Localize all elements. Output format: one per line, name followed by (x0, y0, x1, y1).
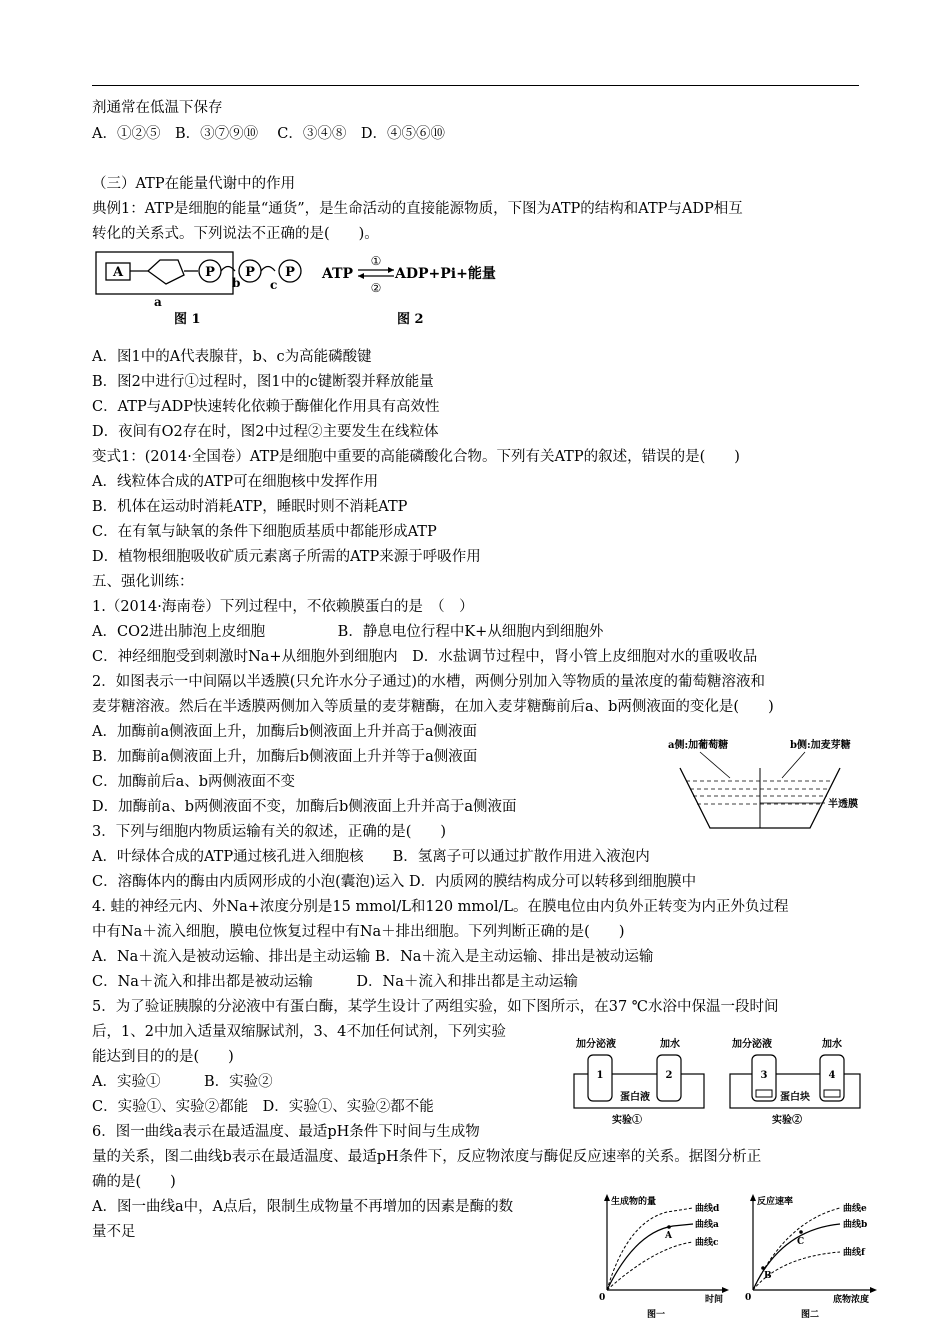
question-text: 典例1：ATP是细胞的能量“通货”，是生命活动的直接能源物质，下图为ATP的结构和ATP与ADP相互 (92, 201, 743, 217)
point-c-label: C (797, 1237, 805, 1247)
g1-ylabel: 生成物的量 (611, 1197, 657, 1207)
g2-xlabel: 底物浓度 (833, 1295, 870, 1305)
atp-label: ATP (322, 266, 354, 282)
curve-d-label: 曲线d (695, 1204, 720, 1214)
option-b: B．加酶前a侧液面上升，加酶后b侧液面上升并等于a侧液面 (92, 749, 478, 765)
step1-label: ① (370, 254, 382, 268)
option-ab: A．Na＋流入是被动运输、排出是主动运输 B．Na＋流入是主动运输、排出是被动运输 (92, 949, 654, 965)
question-text: 5．为了验证胰腺的分泌液中有蛋白酶，某学生设计了两组实验，如下图所示，在37 ℃水浴中保温一段时间 (92, 999, 779, 1015)
secretion-label-2: 加分泌液 (732, 1039, 772, 1050)
curve-f-label: 曲线f (843, 1248, 865, 1258)
option-ab: A．叶绿体合成的ATP通过核孔进入细胞核 B．氢离子可以通过扩散作用进入液泡内 (92, 849, 650, 865)
option-ab: A．实验① B．实验② (92, 1074, 273, 1090)
point-b-label: B (764, 1271, 772, 1281)
point-a-marker (667, 1225, 671, 1229)
option-a: A．图1中的A代表腺苷，b、c为高能磷酸键 (92, 349, 372, 365)
answer-options: A．①②⑤ B．③⑦⑨⑩ C．③④⑧ D．④⑤⑥⑩ (92, 126, 445, 142)
membrane-label: 半透膜 (828, 799, 858, 810)
secretion-label-1: 加分泌液 (576, 1039, 616, 1050)
option-c: C．加酶前后a、b两侧液面不变 (92, 774, 296, 790)
curve-b-label: 曲线b (843, 1220, 868, 1230)
adenine-label: A (112, 265, 124, 280)
option-cd: C．神经细胞受到刺激时Na+从细胞外到细胞内 D．水盐调节过程中，肾小管上皮细胞对水的重吸收品 (92, 649, 758, 665)
curve-c-label: 曲线c (695, 1238, 719, 1248)
b-side-label: b侧:加麦芽糖 (790, 740, 851, 751)
g2-ylabel: 反应速率 (757, 1197, 794, 1207)
water-label-1: 加水 (660, 1039, 680, 1050)
point-b-marker (761, 1266, 765, 1270)
question-text: 6．图一曲线a表示在最适温度、最适pH条件下时间与生成物 (92, 1124, 480, 1140)
protein-block-label: 蛋白块 (780, 1092, 810, 1103)
question-text: 2．如图表示一中间隔以半透膜(只允许水分子通过)的水槽，两侧分别加入等物质的量浓度的葡萄糖溶液和 (92, 674, 766, 690)
label-c: c (270, 278, 278, 292)
question-text: 能达到目的的是( ) (92, 1049, 234, 1065)
g1-caption: 图一 (647, 1310, 666, 1320)
exp2-caption: 实验② (772, 1115, 802, 1126)
question-text: 麦芽糖溶液。然后在半透膜两侧加入等质量的麦芽糖酶，在加入麦芽糖酶前后a、b两侧液面的变化是( ) (92, 699, 774, 715)
a-side-label: a侧:加葡萄糖 (668, 740, 729, 751)
header-rule (92, 85, 859, 86)
phosphate-label: P (245, 265, 255, 280)
protein-liquid-label: 蛋白液 (620, 1092, 650, 1103)
point-a-label: A (665, 1231, 672, 1241)
option-d: D．夜间有O2存在时，图2中过程②主要发生在线粒体 (92, 424, 439, 440)
question-text: 确的是( ) (92, 1174, 176, 1190)
g1-xlabel: 时间 (705, 1295, 724, 1305)
option-a: A．加酶前a侧液面上升，加酶后b侧液面上升并高于a侧液面 (92, 724, 478, 740)
question-text: 中有Na＋流入细胞，膜电位恢复过程中有Na＋排出细胞。下列判断正确的是( ) (92, 924, 625, 940)
label-b: b (232, 276, 241, 290)
exp1-caption: 实验① (612, 1115, 642, 1126)
g2-origin: 0 (745, 1293, 752, 1303)
curve-d (607, 1208, 693, 1290)
tube-4-label: 4 (828, 1070, 836, 1081)
tank-figure (660, 733, 870, 833)
phosphate-label: P (205, 265, 215, 280)
option-a: A．图一曲线a中，A点后，限制生成物量不再增加的因素是酶的数 (92, 1199, 514, 1215)
curve-e-label: 曲线e (843, 1204, 867, 1214)
option-d: D．植物根细胞吸收矿质元素离子所需的ATP来源于呼吸作用 (92, 549, 481, 565)
option-b: B．图2中进行①过程时，图1中的c键断裂并释放能量 (92, 374, 434, 390)
g1-origin: 0 (599, 1293, 606, 1303)
option-cd: C．Na＋流入和排出都是被动运输 D．Na＋流入和排出都是主动运输 (92, 974, 578, 990)
tube-3-label: 3 (760, 1070, 768, 1081)
fig2-caption: 图 2 (397, 312, 424, 327)
water-label-2: 加水 (822, 1039, 842, 1050)
atp-structure-figure (92, 248, 512, 330)
question-text: 变式1：(2014·全国卷）ATP是细胞中重要的高能磷酸化合物。下列有关ATP的叙述，错误的是( ) (92, 449, 740, 465)
option-cd: C．实验①、实验②都能 D．实验①、实验②都不能 (92, 1099, 434, 1115)
phosphate-label: P (285, 265, 295, 280)
question-text: 后，1、2中加入适量双缩脲试剂，3、4不加任何试剂，下列实验 (92, 1024, 506, 1040)
section-heading: （三）ATP在能量代谢中的作用 (92, 176, 296, 192)
section-heading: 五、强化训练： (92, 574, 194, 590)
option-a: A．线粒体合成的ATP可在细胞核中发挥作用 (92, 474, 379, 490)
tube-1-label: 1 (596, 1070, 604, 1081)
option-ab: A．CO2进出肺泡上皮细胞 B．静息电位行程中K+从细胞内到细胞外 (92, 624, 604, 640)
point-c-marker (799, 1230, 803, 1234)
label-a: a (154, 295, 162, 309)
question-text: 3．下列与细胞内物质运输有关的叙述，正确的是( ) (92, 824, 447, 840)
option-cd: C．溶酶体内的酶由内质网形成的小泡(囊泡)运入 D．内质网的膜结构成分可以转移到细胞膜中 (92, 874, 697, 890)
g2-caption: 图二 (801, 1310, 820, 1320)
question-text: 1.（2014·海南卷）下列过程中，不依赖膜蛋白的是 （ ） (92, 599, 474, 615)
experiment-figure (572, 1030, 862, 1130)
graphs-figure (595, 1192, 880, 1322)
question-text: 转化的关系式。下列说法不正确的是( )。 (92, 226, 379, 242)
curve-a-label: 曲线a (695, 1220, 719, 1230)
tube-2-label: 2 (665, 1070, 673, 1081)
question-text: 量的关系，图二曲线b表示在最适温度、最适pH条件下，反应物浓度与酶促反应速率的关系。据图分析正 (92, 1149, 762, 1165)
fig1-caption: 图 1 (174, 312, 201, 327)
option-d: D．加酶前a、b两侧液面不变，加酶后b侧液面上升并高于a侧液面 (92, 799, 517, 815)
option-c: C．ATP与ADP快速转化依赖于酶催化作用具有高效性 (92, 399, 440, 415)
adp-label: ADP+Pi+能量 (395, 266, 496, 282)
question-text: 4. 蛙的神经元内、外Na+浓度分别是15 mmol/L和120 mmol/L。在膜电位由内负外正转变为内正外负过程 (92, 899, 789, 915)
text-line: 剂通常在低温下保存 (92, 100, 223, 116)
step2-label: ② (370, 281, 382, 295)
ribose-pentagon (148, 260, 184, 284)
option-c: C．在有氧与缺氧的条件下细胞质基质中都能形成ATP (92, 524, 437, 540)
option-b: B．机体在运动时消耗ATP，睡眠时则不消耗ATP (92, 499, 408, 515)
option-a-cont: 量不足 (92, 1224, 136, 1240)
